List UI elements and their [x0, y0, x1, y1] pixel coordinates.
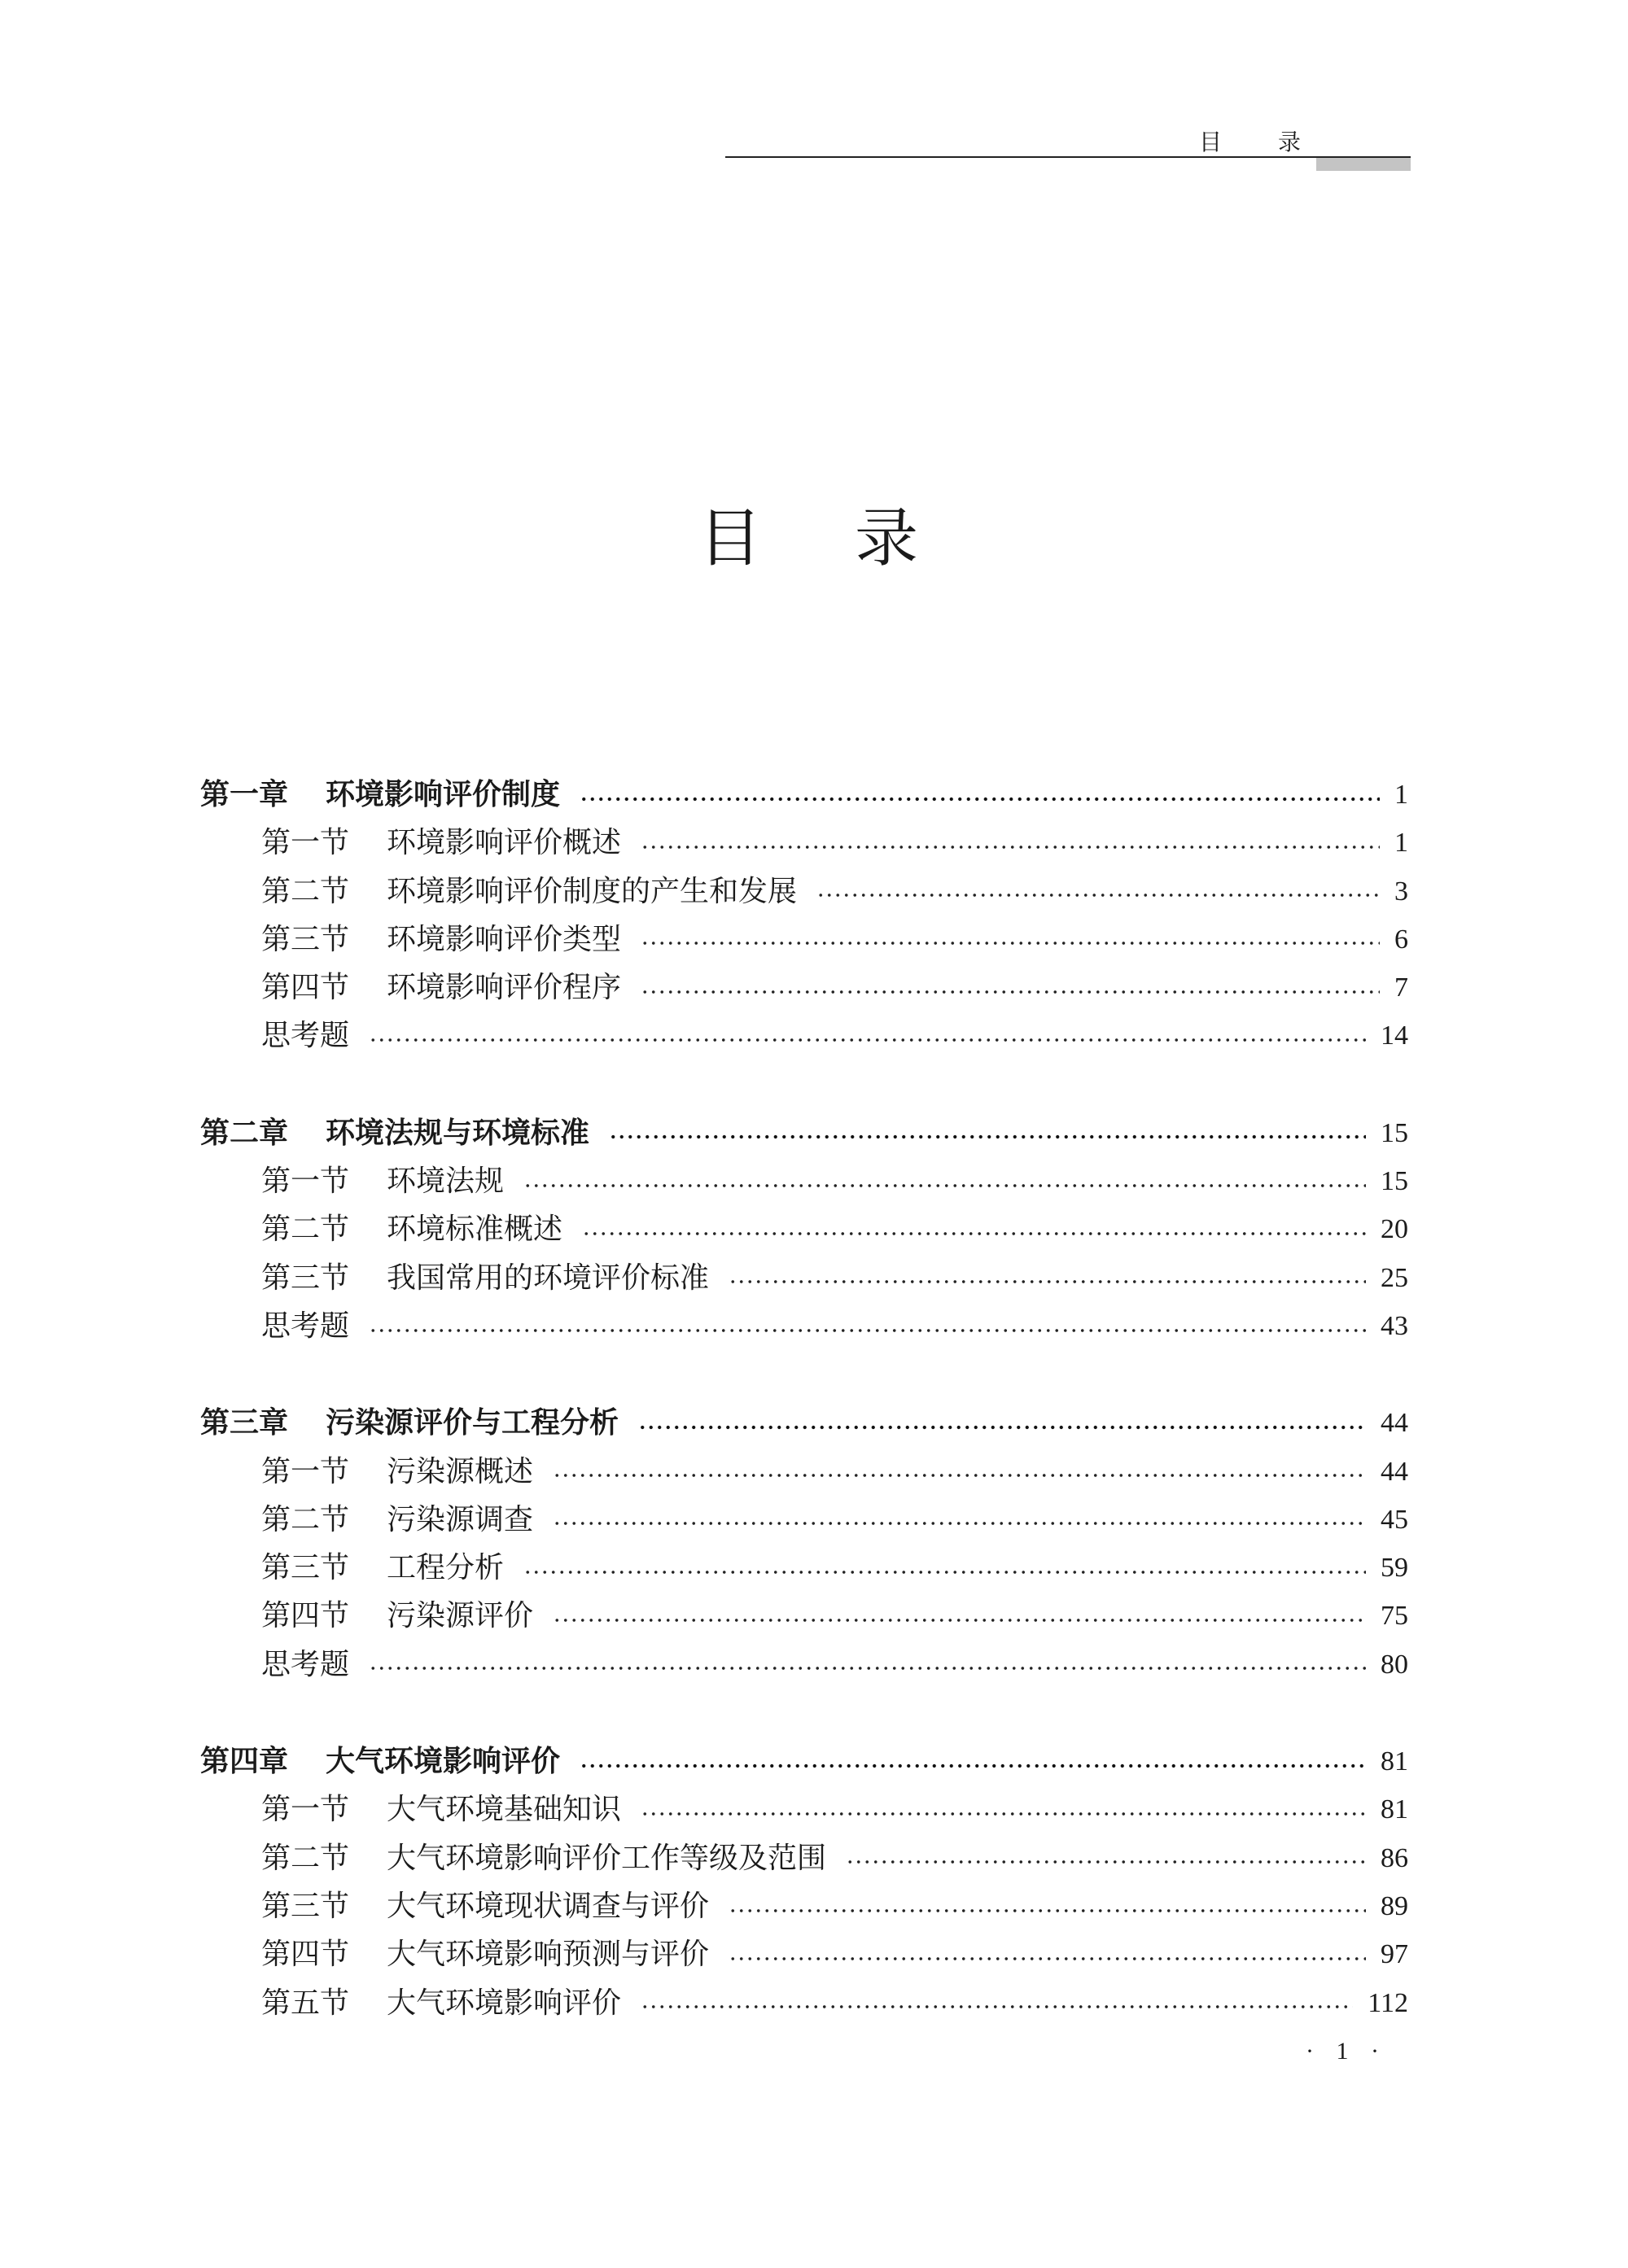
chapter-entry	[200, 1399, 1408, 1447]
review-questions-entry	[200, 1302, 1408, 1350]
section-title: 环境影响评价类型	[387, 922, 622, 956]
section-label: 第一节	[261, 1165, 350, 1199]
dot-leader	[369, 1302, 1366, 1350]
review-questions-label: 思考题	[261, 1019, 350, 1053]
section-label: 第三节	[261, 1551, 350, 1585]
chapter-title: 污染源评价与工程分析	[326, 1406, 619, 1440]
table-of-contents	[200, 771, 1408, 2027]
section-title: 大气环境影响评价	[387, 1986, 622, 2020]
header-rule	[725, 156, 1411, 158]
section-entry	[200, 1544, 1408, 1592]
page-number: 86	[1381, 1842, 1408, 1873]
dot-leader	[553, 1448, 1366, 1496]
chapter-entry	[200, 1109, 1408, 1157]
page-number: 15	[1381, 1117, 1408, 1148]
section-entry	[200, 1882, 1408, 1930]
review-questions-entry	[200, 1012, 1408, 1060]
section-entry	[200, 1785, 1408, 1833]
dot-leader	[580, 1737, 1366, 1785]
header-accent-bar	[1316, 158, 1411, 171]
section-label: 第一节	[261, 826, 350, 860]
section-entry	[200, 1930, 1408, 1978]
section-title: 环境影响评价制度的产生和发展	[387, 874, 798, 908]
page-number: 25	[1381, 1262, 1408, 1293]
dot-leader	[638, 1399, 1366, 1447]
chapter-label: 第四章	[200, 1745, 289, 1779]
section-entry	[200, 1979, 1408, 2027]
section-title: 环境影响评价程序	[387, 971, 622, 1005]
section-title: 环境影响评价概述	[387, 826, 622, 860]
page-number: 112	[1368, 1987, 1408, 2018]
section-title: 环境标准概述	[387, 1213, 563, 1247]
page-number: 45	[1381, 1504, 1408, 1535]
page-number: 1	[1394, 780, 1408, 810]
dot-leader	[641, 916, 1380, 964]
section-title: 工程分析	[387, 1551, 505, 1585]
section-label: 第三节	[261, 1889, 350, 1923]
section-entry	[200, 1834, 1408, 1882]
chapter-entry	[200, 771, 1408, 819]
chapter-title: 环境法规与环境标准	[326, 1116, 590, 1150]
chapter-label: 第三章	[200, 1406, 289, 1440]
section-entry	[200, 1254, 1408, 1302]
page-number: 1	[1394, 828, 1408, 859]
dot-leader	[846, 1834, 1366, 1882]
page-number: 3	[1394, 876, 1408, 907]
dot-leader	[729, 1930, 1366, 1978]
review-questions-label: 思考题	[261, 1647, 350, 1681]
page-number: 97	[1381, 1939, 1408, 1970]
dot-leader	[641, 1979, 1353, 2027]
chapter-entry	[200, 1737, 1408, 1785]
section-entry	[200, 819, 1408, 867]
dot-leader	[816, 867, 1380, 916]
toc-chapter-2	[200, 1109, 1408, 1350]
page-number: 81	[1381, 1794, 1408, 1825]
dot-leader	[729, 1882, 1366, 1930]
page-number: 43	[1381, 1310, 1408, 1341]
section-label: 第四节	[261, 1599, 350, 1633]
section-title: 污染源评价	[387, 1599, 534, 1633]
section-entry	[200, 1205, 1408, 1253]
chapter-title: 大气环境影响评价	[326, 1745, 561, 1779]
dot-leader	[609, 1109, 1366, 1157]
page-number: 75	[1381, 1601, 1408, 1632]
dot-leader	[582, 1205, 1366, 1253]
page-number: 15	[1381, 1166, 1408, 1197]
dot-leader	[523, 1157, 1366, 1205]
dot-leader	[641, 964, 1380, 1012]
page-number: 44	[1381, 1408, 1408, 1439]
dot-leader	[580, 771, 1380, 819]
section-title: 环境法规	[387, 1165, 505, 1199]
section-label: 第四节	[261, 1938, 350, 1972]
section-entry	[200, 1448, 1408, 1496]
page-folio: · 1 ·	[1306, 2038, 1379, 2065]
section-title: 大气环境基础知识	[387, 1793, 622, 1827]
page-number: 81	[1381, 1746, 1408, 1777]
section-title: 污染源概述	[387, 1454, 534, 1488]
section-label: 第三节	[261, 1261, 350, 1295]
dot-leader	[523, 1544, 1366, 1592]
section-entry	[200, 916, 1408, 964]
toc-chapter-1	[200, 771, 1408, 1060]
running-header-title: 目录	[1199, 129, 1358, 155]
section-label: 第五节	[261, 1986, 350, 2020]
section-label: 第二节	[261, 1502, 350, 1536]
section-title: 污染源调查	[387, 1502, 534, 1536]
page-number: 7	[1394, 972, 1408, 1003]
dot-leader	[641, 1785, 1366, 1833]
section-title: 大气环境影响评价工作等级及范围	[387, 1841, 827, 1875]
review-questions-label: 思考题	[261, 1309, 350, 1343]
section-entry	[200, 1592, 1408, 1640]
section-label: 第二节	[261, 1841, 350, 1875]
dot-leader	[729, 1254, 1366, 1302]
dot-leader	[641, 819, 1380, 867]
dot-leader	[369, 1641, 1366, 1689]
section-title: 我国常用的环境评价标准	[387, 1261, 710, 1295]
page-number: 59	[1381, 1553, 1408, 1584]
section-label: 第二节	[261, 1213, 350, 1247]
dot-leader	[553, 1592, 1366, 1640]
page-number: 6	[1394, 924, 1408, 955]
section-entry	[200, 867, 1408, 916]
page-title: 目录	[698, 502, 1012, 575]
review-questions-entry	[200, 1641, 1408, 1689]
chapter-label: 第二章	[200, 1116, 289, 1150]
section-title: 大气环境现状调查与评价	[387, 1889, 710, 1923]
section-label: 第四节	[261, 971, 350, 1005]
dot-leader	[369, 1012, 1366, 1060]
chapter-label: 第一章	[200, 778, 289, 811]
page-number: 44	[1381, 1456, 1408, 1487]
toc-chapter-4	[200, 1737, 1408, 2027]
section-label: 第一节	[261, 1793, 350, 1827]
section-label: 第二节	[261, 874, 350, 908]
section-entry	[200, 1157, 1408, 1205]
chapter-title: 环境影响评价制度	[326, 778, 561, 811]
page-number: 14	[1381, 1020, 1408, 1051]
toc-chapter-3	[200, 1399, 1408, 1689]
section-entry	[200, 1496, 1408, 1544]
section-label: 第三节	[261, 922, 350, 956]
dot-leader	[553, 1496, 1366, 1544]
page-number: 80	[1381, 1649, 1408, 1680]
section-label: 第一节	[261, 1454, 350, 1488]
page-number: 20	[1381, 1214, 1408, 1245]
section-title: 大气环境影响预测与评价	[387, 1938, 710, 1972]
page-number: 89	[1381, 1890, 1408, 1921]
section-entry	[200, 964, 1408, 1012]
